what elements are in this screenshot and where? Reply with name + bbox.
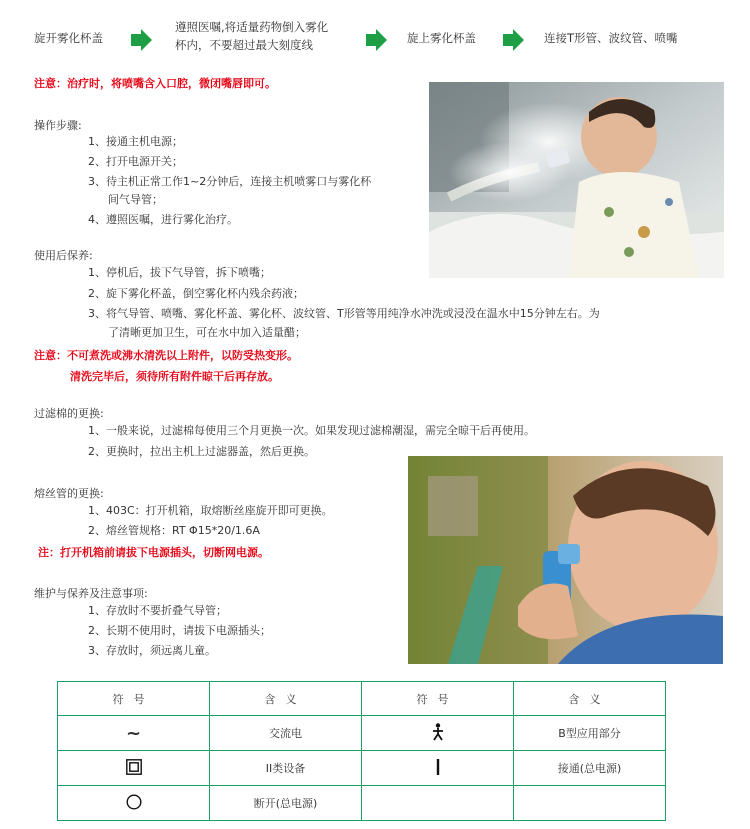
fuse-item: 2、熔丝管规格：RT Φ15*20/1.6A xyxy=(88,524,260,537)
operation-item: 3、待主机正常工作1~2分钟后，连接主机喷雾口与雾化杯 xyxy=(88,175,372,188)
note-no-boil: 注意：不可煮洗或沸水清洗以上附件，以防受热变形。 xyxy=(34,349,298,362)
care-title: 维护与保养及注意事项: xyxy=(34,587,148,600)
operation-item: 1、接通主机电源； xyxy=(88,135,183,148)
table-header-cell: 符号 xyxy=(362,682,514,716)
flow-step-3: 旋上雾化杯盖 xyxy=(407,31,476,45)
table-header-row xyxy=(58,682,666,716)
operation-item: 4、遵照医嘱，进行雾化治疗。 xyxy=(88,213,238,226)
maintenance-item: 1、停机后，拔下气导管，拆下喷嘴； xyxy=(88,266,271,279)
table-header-cell: 含义 xyxy=(514,682,666,716)
filter-title: 过滤棉的更换: xyxy=(34,407,104,420)
table-cell xyxy=(514,786,666,821)
table-cell xyxy=(362,786,514,821)
note-unplug: 注：打开机箱前请拔下电源插头，切断网电源。 xyxy=(38,546,269,559)
table-header-cell: 符号 xyxy=(58,682,210,716)
fuse-title: 熔丝管的更换: xyxy=(34,487,104,500)
power-on-line-icon xyxy=(436,759,440,775)
operation-item: 间气导管； xyxy=(108,193,163,206)
flow-arrow-icon xyxy=(366,29,388,51)
ac-tilde-icon: ~ xyxy=(125,722,142,744)
table-row xyxy=(58,786,666,821)
symbol-table xyxy=(57,681,666,821)
table-cell: B型应用部分 xyxy=(514,716,666,751)
flow-arrow-icon xyxy=(131,29,153,51)
table-cell: II类设备 xyxy=(210,751,362,786)
flow-step-2-line1: 遵照医嘱,将适量药物倒入雾化 xyxy=(175,20,329,34)
maintenance-item: 3、将气导管、喷嘴、雾化杯盖、雾化杯、波纹管、T形管等用纯净水冲洗或浸没在温水中15分钟左右。为 xyxy=(88,307,600,320)
note-dry: 清洗完毕后，须待所有附件晾干后再存放。 xyxy=(70,370,279,383)
flow-step-2-line2: 杯内，不要超过最大刻度线 xyxy=(175,38,313,52)
class-ii-double-square-icon xyxy=(126,759,142,775)
operation-title: 操作步骤: xyxy=(34,119,82,132)
care-item: 1、存放时不要折叠气导管； xyxy=(88,604,227,617)
table-cell xyxy=(58,786,210,821)
note-treatment: 注意：治疗时，将喷嘴含入口腔，微闭嘴唇即可。 xyxy=(34,77,276,90)
photo-boy-inhaler xyxy=(408,456,723,664)
flow-step-4: 连接T形管、波纹管、喷嘴 xyxy=(544,31,678,45)
maintenance-item: 2、旋下雾化杯盖，倒空雾化杯内残余药液； xyxy=(88,287,304,300)
table-row xyxy=(58,716,666,751)
care-item: 3、存放时，须远离儿童。 xyxy=(88,644,216,657)
table-cell xyxy=(362,751,514,786)
table-cell: 接通(总电源) xyxy=(514,751,666,786)
flow-arrow-icon xyxy=(503,29,525,51)
table-cell xyxy=(362,716,514,751)
flow-step-2 xyxy=(175,18,328,54)
maintenance-item: 了清晰更加卫生，可在水中加入适量醋； xyxy=(108,326,306,339)
power-off-circle-icon xyxy=(126,794,142,810)
table-cell xyxy=(58,751,210,786)
filter-item: 2、更换时，拉出主机上过滤器盖，然后更换。 xyxy=(88,445,315,458)
process-flow xyxy=(0,18,750,58)
flow-step-1: 旋开雾化杯盖 xyxy=(34,31,103,45)
table-header-cell: 含义 xyxy=(210,682,362,716)
filter-item: 1、一般来说，过滤棉每使用三个月更换一次。如果发现过滤棉潮湿，需完全晾干后再使用。 xyxy=(88,424,535,437)
fuse-item: 1、403C：打开机箱，取熔断丝座旋开即可更换。 xyxy=(88,504,333,517)
photo-child-nebulizer xyxy=(429,82,724,278)
table-cell xyxy=(58,716,210,751)
table-cell: 断开(总电源) xyxy=(210,786,362,821)
table-cell: 交流电 xyxy=(210,716,362,751)
operation-item: 2、打开电源开关； xyxy=(88,155,183,168)
care-item: 2、长期不使用时，请拔下电源插头； xyxy=(88,624,271,637)
person-type-b-icon xyxy=(432,723,444,741)
maintenance-title: 使用后保养: xyxy=(34,249,93,262)
table-row xyxy=(58,751,666,786)
